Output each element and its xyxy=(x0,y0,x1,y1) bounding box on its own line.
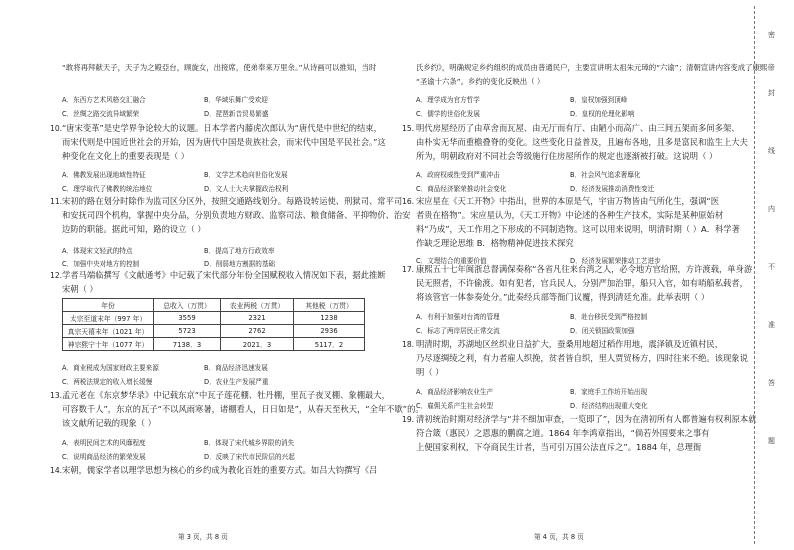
question-text: 宋朝（ ） xyxy=(62,284,98,294)
binding-margin xyxy=(746,0,794,550)
question-text: 和安抚司四个机构，掌握中央分品，分别负责地方财政、监察司法、粮食储备、平抑物价、治安 xyxy=(62,210,411,220)
question-text: 可容数千人”，东京的瓦子“不以风雨寒暑，诸棚看人，日日如是”，从春天至秋天，“全年不歇”的。 xyxy=(62,404,424,414)
option-c: C．丝绸之路交流异域繁荣 xyxy=(62,110,140,118)
option-a: A．商品经济影响农业生产 xyxy=(416,388,494,396)
seal-char: 线 xyxy=(768,147,775,155)
seal-char: 准 xyxy=(768,321,775,329)
question-text: 宋初的路在划分时除作为监司区分区外，按照交通路线划分。每路设转运使、刑狱司、常平司 xyxy=(62,196,403,206)
option-d: D．经济结构出现重大变化 xyxy=(570,402,648,410)
text-line: “敢将再拜献天子，天子为之殿亞台，顾旋女，出接席，使弟奉来万里余。”从诗画可以推知，当时 xyxy=(62,63,377,72)
table-cell: 5117．2 xyxy=(294,338,365,351)
text-line: “圣谕十六条”。乡约的变化反映出（ ） xyxy=(416,77,545,86)
question-text: 符合箴（惠民）之恩惠的鹏腐之道。1864 年李鸿章指出，“倘若外国要来之事有 xyxy=(416,428,710,438)
question-text: 者贵在格物”。宋应星认为，《天工开物》中论述的各种生产技术，实际是某种原始材 xyxy=(416,210,724,220)
option-c: C．儒学的世俗化发展 xyxy=(416,110,480,118)
option-c: C．说明商品经济的繁荣发展 xyxy=(62,453,146,461)
table-header-cell: 年份 xyxy=(63,299,154,312)
option-d: D．闭关锁国政策加强 xyxy=(570,327,635,335)
seal-char: 内 xyxy=(768,205,775,213)
question-text: 将该管官一体参奏处分。”此奏经兵部等衙门议覆，得到清廷允准。此举表明（ ） xyxy=(416,292,710,302)
question-number: 18. xyxy=(402,340,415,349)
question-text: 作缺乏理论思维 B．格物精神促进技术探究 xyxy=(416,238,574,248)
question-text: 边防的职能。据此可知，路的设立（ ） xyxy=(62,224,206,234)
question-number: 16. xyxy=(402,197,415,206)
page-number: 第 4 页，共 8 页 xyxy=(534,533,584,541)
option-d: D．琵琶新音贸易繁盛 xyxy=(204,110,269,118)
revenue-table xyxy=(62,298,365,351)
option-b: B．华域乐舞广受欢迎 xyxy=(204,96,268,104)
question-text: 学者马端临撰写《文献通考》中记载了宋代部分年份全国赋税收入情况如下表，据此推断 xyxy=(62,270,386,280)
table-cell: 5723 xyxy=(154,325,221,338)
option-d: D．皇权的伦理化影响 xyxy=(570,110,635,118)
option-b: B．赴台移民受到严格控制 xyxy=(570,313,648,321)
seal-dashed-line xyxy=(754,6,755,544)
option-d: D．经济发展推动消费性变迁 xyxy=(570,185,655,193)
table-cell: 7138．3 xyxy=(154,338,221,351)
option-d: D．反映了宋代市民阶层的兴起 xyxy=(204,453,295,461)
option-a: A．佛教发展出现地域性特征 xyxy=(62,171,146,179)
option-d: D．农业生产发展严重 xyxy=(204,378,269,386)
table-cell: 2936 xyxy=(294,325,365,338)
question-text: 明代房屋经历了由草舍而瓦屋、由无厅而有厅、由陋小而高广、由三间五架而多间多架、 xyxy=(416,123,740,133)
question-text: 宋应星在《天工开物》中指出，世界的本原是气，宇宙万物皆由气所化生，强调“医 xyxy=(416,196,719,206)
question-text: 而宋代则是中国近世社会的开始，因为唐代中国是贵族社会，而宋代中国是平民社会。”这 xyxy=(62,137,386,147)
question-text: 明清时期，苏湖地区丝织业日益扩大，蚕桑用地超过稻作用地，震泽镇及近镇村民， xyxy=(416,339,723,349)
table-cell: 神宗熙宁十年（1077 年） xyxy=(63,338,154,351)
option-d: D．削弱地方割据的基础 xyxy=(204,260,276,268)
question-text: 康熙五十七年闽浙总督满保奏称“各省凡往来台湾之人，必令地方官给照，方许渡载，单身游 xyxy=(416,264,753,274)
page-number: 第 3 页，共 8 页 xyxy=(178,533,228,541)
question-text: 由朴实无华而重檐叠脊的变化。这些变化日益普及，且遍布各地，且多是富民和监生上大夫 xyxy=(416,137,748,147)
option-c: C．商品经济繁荣推动社会变化 xyxy=(416,185,507,193)
table-header-row xyxy=(63,299,365,312)
table-header-cell: 总收入（万贯） xyxy=(154,299,221,312)
question-number: 11. xyxy=(50,197,63,206)
option-c: C．两税法规定的收入增长缓慢 xyxy=(62,378,153,386)
question-text: 明（ ） xyxy=(416,367,444,377)
option-a: A．理学成为官方哲学 xyxy=(416,96,480,104)
seal-char: 封 xyxy=(768,89,775,97)
option-a: A．体现宋文轻武的特点 xyxy=(62,247,133,255)
question-number: 14. xyxy=(50,466,63,475)
seal-char: 不 xyxy=(768,263,775,271)
table-cell: 太宗至道末年（997 年） xyxy=(63,312,154,325)
table-cell: 2021．3 xyxy=(221,338,294,351)
table-cell: 2762 xyxy=(221,325,294,338)
question-text: 宋朝，儒家学者以理学思想为核心的乡约成为教化百姓的重要方式。如吕大钧撰写《吕 xyxy=(62,465,378,475)
option-b: B．社会风气追求奢靡化 xyxy=(570,171,641,179)
option-d: D．经济发展繁荣推动工艺进步 xyxy=(570,257,661,265)
option-b: B．文学艺术趋向世俗化发展 xyxy=(204,171,288,179)
option-b: B．商品经济迅速发展 xyxy=(204,364,268,372)
table-header-cell: 农业两税（万贯） xyxy=(221,299,294,312)
option-b: B．提高了地方行政效率 xyxy=(204,247,275,255)
question-text: 清初统治时期对经济学与“并不细加审查，一览即了”，因为在清初所有人都普遍有权利原本就 xyxy=(416,414,757,424)
question-text: 孟元老在《东京梦华录》中记载东京“中瓦子莲花棚、牡丹棚，里瓦子夜叉棚、象棚最大， xyxy=(62,390,390,400)
option-c: C．文理结合的重要价值 xyxy=(416,257,487,265)
question-number: 10. xyxy=(50,124,63,133)
question-text: 该文献所记载的现象（ ） xyxy=(62,418,156,428)
table-row xyxy=(63,312,365,325)
question-number: 12. xyxy=(50,271,63,280)
option-a: A．政府权威性受到严重冲击 xyxy=(416,171,500,179)
option-b: B．家庭手工作坊开始出现 xyxy=(570,388,648,396)
question-text: “唐宋变革”是史学界争论较大的议题。日本学者内藤虎次郎认为“唐代是中世纪的结束， xyxy=(62,123,382,133)
option-a: A．表明民间艺术的风靡程度 xyxy=(62,439,146,447)
right-page xyxy=(384,0,775,550)
option-b: B．皇权加强到顶峰 xyxy=(570,96,628,104)
seal-char: 题 xyxy=(768,437,775,445)
question-number: 19. xyxy=(402,415,415,424)
question-number: 17. xyxy=(402,265,415,274)
table-header-cell: 其他税（万贯） xyxy=(294,299,365,312)
option-a: A．东西方艺术风格交汇融合 xyxy=(62,96,146,104)
question-number: 13. xyxy=(50,391,63,400)
table-cell: 3559 xyxy=(154,312,221,325)
question-text: 料“乃成”，天工作用之下形成的不同制造物。这可以用来说明，明清时期（ ）A．科学著 xyxy=(416,224,740,234)
option-c: C．理学取代了佛教的统治地位 xyxy=(62,185,153,193)
option-a: A．有利于加强对台湾的管理 xyxy=(416,313,500,321)
option-c: C．标志了两岸居民正常交流 xyxy=(416,327,500,335)
text-line: 氏乡约》，明确规定乡约组织的成员由普通民户，主要宣讲明太祖朱元璋的“六谕”；清朝宣讲内容变成了康熙帝 xyxy=(416,63,775,72)
question-text: 民无照者，不许偷渡。如有犯者，官兵民人，分别严加治罪，船只入官，如有哨船私载者， xyxy=(416,278,748,288)
question-text: 上便国家利权，下夺商民生计者，当可引万国公法直斥之”。1884 年，总理衙 xyxy=(416,442,702,452)
question-number: 15. xyxy=(402,124,415,133)
table-row xyxy=(63,325,365,338)
question-text: 乃尽逐绸绫之利，有力者雇人织挽，贫者皆自织，里人贾贸杨方，四时往来不绝。该现象说 xyxy=(416,353,748,363)
table-cell: 2321 xyxy=(221,312,294,325)
option-a: A．商业税成为国家财政主要来源 xyxy=(62,364,159,372)
question-text: 种变化在文化上的重要表现是（ ） xyxy=(62,151,190,161)
option-b: B．体现了宋代城乡界限的消失 xyxy=(204,439,295,447)
option-d: D．文人士大夫掌握政治权利 xyxy=(204,185,289,193)
option-c: C．加强中央对地方的控制 xyxy=(62,260,140,268)
table-cell: 真宗天禧末年（1021 年） xyxy=(63,325,154,338)
seal-char: 答 xyxy=(768,379,775,387)
question-text: 所为，明朝政府对不同社会等级施行住房屋所作的规定也逐渐被打破。这说明（ ） xyxy=(416,151,718,161)
table-cell: 1238 xyxy=(294,312,365,325)
seal-char: 密 xyxy=(768,31,775,39)
table-row xyxy=(63,338,365,351)
option-c: C．雇佣关系产生社会转型 xyxy=(416,402,494,410)
